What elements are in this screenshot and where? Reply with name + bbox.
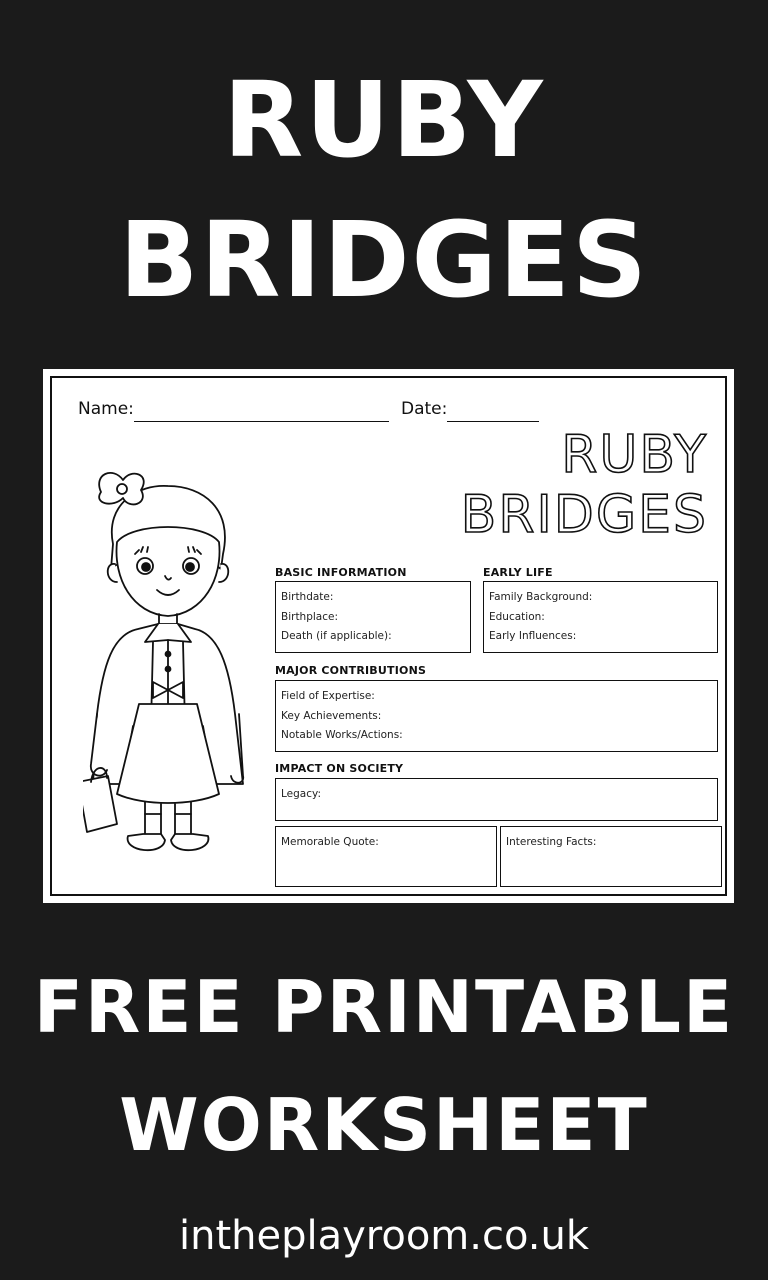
memorable-quote-field: Memorable Quote: [281, 836, 379, 848]
date-label: Date: [401, 399, 448, 419]
interesting-facts-field: Interesting Facts: [506, 836, 597, 848]
memorable-quote-box [275, 826, 497, 887]
main-title-line-2: BRIDGES [119, 199, 649, 321]
legacy-field: Legacy: [281, 788, 321, 800]
major-contributions-box [275, 680, 718, 752]
ruby-bridges-illustration [83, 464, 248, 864]
birthdate-field: Birthdate: [281, 591, 334, 603]
education-field: Education: [489, 610, 545, 623]
early-life-label: EARLY LIFE [483, 566, 553, 579]
impact-on-society-box [275, 778, 718, 821]
name-row [78, 399, 389, 422]
major-contributions-label: MAJOR CONTRIBUTIONS [275, 664, 427, 677]
impact-on-society-label: IMPACT ON SOCIETY [275, 762, 404, 775]
death-field: Death (if applicable): [281, 630, 392, 642]
date-row [401, 399, 539, 422]
main-title-line-1: RUBY [223, 59, 545, 181]
interesting-facts-box [500, 826, 722, 887]
worksheet-preview [43, 369, 734, 903]
website-url: intheplayroom.co.uk [179, 1213, 589, 1259]
name-label: Name: [78, 399, 134, 419]
early-life-box [483, 581, 718, 653]
notable-works-field: Notable Works/Actions: [281, 729, 403, 741]
name-line [134, 401, 389, 422]
footer-title-line-2: WORKSHEET [119, 1083, 649, 1167]
basic-information-label: BASIC INFORMATION [275, 566, 407, 579]
family-background-field: Family Background: [489, 591, 593, 603]
birthplace-field: Birthplace: [281, 610, 338, 623]
basic-information-box [275, 581, 471, 653]
key-achievements-field: Key Achievements: [281, 709, 382, 722]
early-influences-field: Early Influences: [489, 630, 577, 642]
footer-title-line-1: FREE PRINTABLE [33, 965, 735, 1049]
date-line [447, 401, 539, 422]
field-of-expertise-field: Field of Expertise: [281, 690, 375, 702]
worksheet-title-line-2: BRIDGES [460, 485, 708, 545]
worksheet-title-line-1: RUBY [561, 425, 708, 485]
